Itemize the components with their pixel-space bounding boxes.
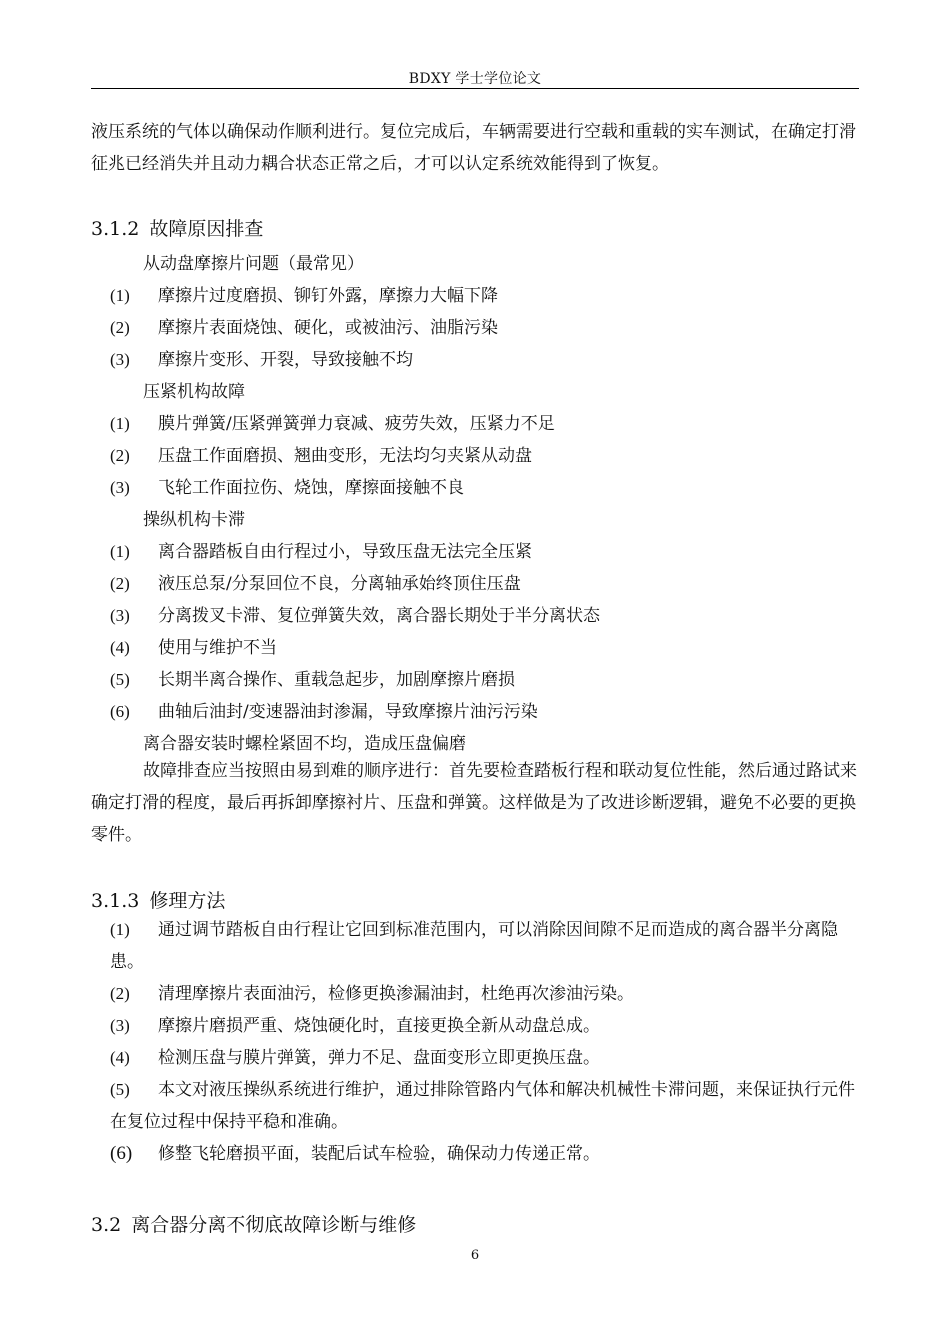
group-title: 操纵机构卡滞 [143,510,245,530]
list-item [110,537,532,562]
item-number: (2) [110,318,130,337]
item-number: (6) [110,1143,133,1164]
note-line: 离合器安装时螺栓紧固不均，造成压盘偏磨 [143,734,466,754]
group-title: 从动盘摩擦片问题（最常见） [143,254,364,274]
page-number: 6 [470,1248,480,1263]
list-item [110,914,862,978]
item-number: (5) [110,670,130,689]
list-item [110,1074,862,1138]
item-number: (4) [110,1048,130,1067]
section-heading-3-1-2 [91,214,263,241]
item-text: 膜片弹簧/压紧弹簧弹力衰减、疲劳失效，压紧力不足 [158,414,555,434]
item-number: (3) [110,350,130,369]
intro-paragraph: 液压系统的气体以确保动作顺利进行。复位完成后，车辆需要进行空载和重载的实车测试，在确定打滑征兆已经消失并且动力耦合状态正常之后，才可以认定系统效能得到了恢复。 [91,122,856,174]
list-item [110,473,464,498]
item-number: (6) [110,702,130,721]
list-item [110,601,600,626]
section-number: 3.2 [91,1214,122,1236]
item-text: 摩擦片磨损严重、烧蚀硬化时，直接更换全新从动盘总成。 [158,1016,600,1036]
list-item [110,1138,862,1170]
list-item [110,697,538,722]
item-text: 修整飞轮磨损平面，装配后试车检验，确保动力传递正常。 [158,1144,600,1164]
item-text: 摩擦片变形、开裂，导致接触不均 [158,350,413,370]
list-item [110,665,515,690]
item-text: 检测压盘与膜片弹簧，弹力不足、盘面变形立即更换压盘。 [158,1048,600,1068]
item-text: 本文对液压操纵系统进行维护，通过排除管路内气体和解决机械性卡滞问题，来保证执行元件在复位过程中保持平稳和准确。 [110,1080,855,1132]
list-item [110,1042,862,1074]
item-text: 使用与维护不当 [158,638,277,658]
header-rule [91,88,859,89]
list-item [110,409,555,434]
summary-paragraph: 故障排查应当按照由易到难的顺序进行：首先要检查踏板行程和联动复位性能，然后通过路试来确定打滑的程度，最后再拆卸摩擦衬片、压盘和弹簧。这样做是为了改进诊断逻辑，避免不必要的更换零件。 [91,761,857,845]
item-number: (2) [110,574,130,593]
item-number: (3) [110,478,130,497]
list-item [110,345,413,370]
list-item [110,1010,862,1042]
list-item [110,633,277,658]
item-text: 离合器踏板自由行程过小，导致压盘无法完全压紧 [158,542,532,562]
item-number: (2) [110,984,130,1003]
item-text: 清理摩擦片表面油污，检修更换渗漏油封，杜绝再次渗油污染。 [158,984,634,1004]
item-text: 通过调节踏板自由行程让它回到标准范围内，可以消除因间隙不足而造成的离合器半分离隐患。 [110,920,838,972]
item-number: (1) [110,286,130,305]
item-number: (2) [110,446,130,465]
item-number: (5) [110,1080,130,1099]
item-number: (4) [110,638,130,657]
item-text: 压盘工作面磨损、翘曲变形，无法均匀夹紧从动盘 [158,446,532,466]
section-title: 故障原因排查 [149,218,264,240]
list-item [110,978,862,1010]
section-title: 修理方法 [149,890,226,912]
item-text: 长期半离合操作、重载急起步，加剧摩擦片磨损 [158,670,515,690]
section-heading-3-1-3 [91,886,225,913]
item-text: 曲轴后油封/变速器油封渗漏，导致摩擦片油污污染 [158,702,538,722]
section-heading-3-2 [91,1210,416,1237]
item-number: (1) [110,920,130,939]
group-title: 压紧机构故障 [143,382,245,402]
item-text: 分离拨叉卡滞、复位弹簧失效，离合器长期处于半分离状态 [158,606,600,626]
section-number: 3.1.3 [91,890,140,912]
list-item [110,569,521,594]
section-number: 3.1.2 [91,218,140,240]
item-number: (1) [110,414,130,433]
item-text: 摩擦片表面烧蚀、硬化，或被油污、油脂污染 [158,318,498,338]
item-text: 飞轮工作面拉伤、烧蚀，摩擦面接触不良 [158,478,464,498]
item-text: 液压总泵/分泵回位不良，分离轴承始终顶住压盘 [158,574,521,594]
list-item [110,281,498,306]
list-item [110,441,532,466]
item-text: 摩擦片过度磨损、铆钉外露，摩擦力大幅下降 [158,286,498,306]
section-title: 离合器分离不彻底故障诊断与维修 [131,1214,417,1236]
item-number: (1) [110,542,130,561]
list-item [110,313,498,338]
page-header-title: BDXY 学士学位论文 [408,71,542,87]
item-number: (3) [110,606,130,625]
item-number: (3) [110,1016,130,1035]
